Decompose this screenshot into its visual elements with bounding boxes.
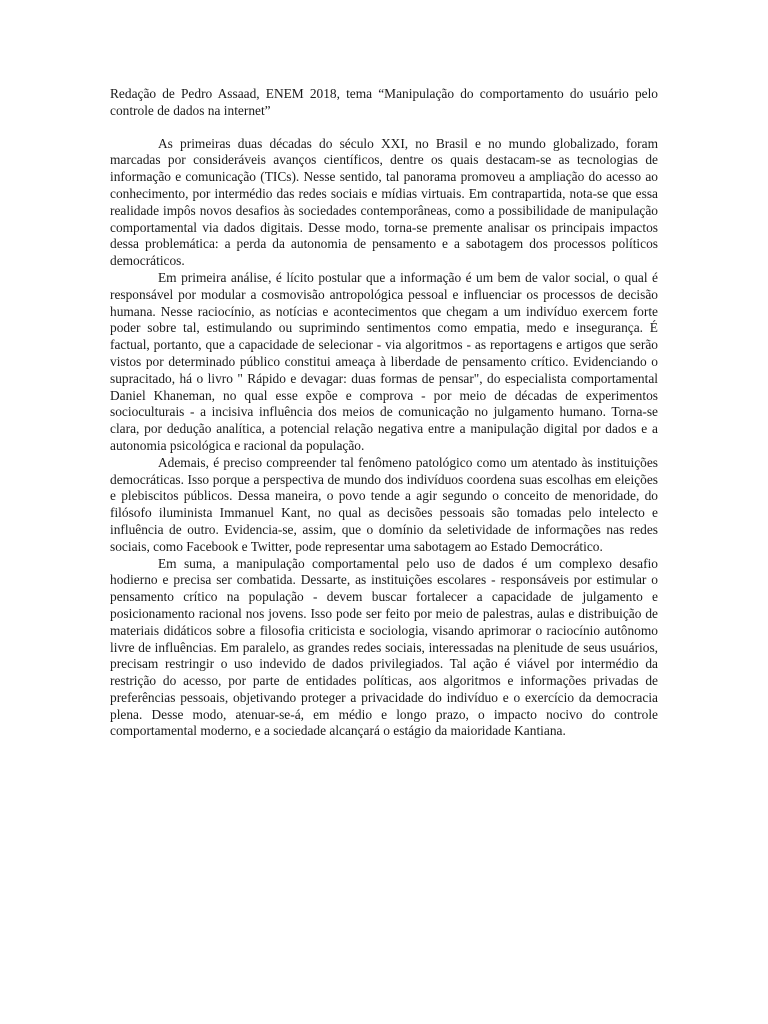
essay-title: Redação de Pedro Assaad, ENEM 2018, tema “Manipulação do comportamento do usuário pelo controle de dados na internet” xyxy=(110,86,658,118)
paragraph-conclusion: Em suma, a manipulação comportamental pelo uso de dados é um complexo desafio hodierno e precisa ser combatida. Dessarte, as instituições escolares - responsáveis por estimular o pensamento crítico na população - devem buscar fortalecer a capacidade de julgamento e posicionamento racional nos jovens. Isso pode ser feito por meio de palestras, aulas e distribuição de materiais didáticos sobre a filosofia criticista e sociologia, visando aprimorar o raciocínio autônomo livre de influências. Em paralelo, as grandes redes sociais, interessadas na plenitude de seus usuários, precisam restringir o uso indevido de dados privilegiados. Tal ação é viável por intermédio da restrição do acesso, por parte de entidades políticas, aos algoritmos e informações privadas de preferências pessoais, objetivando proteger a privacidade do indivíduo e o exercício da democracia plena. Desse modo, atenuar-se-á, em médio e longo prazo, o impacto nocivo do controle comportamental moderno, e a sociedade alcançará o estágio da maioridade Kantiana. xyxy=(110,555,658,739)
paragraph-introduction: As primeiras duas décadas do século XXI, no Brasil e no mundo globalizado, foram marcadas por consideráveis avanços científicos, dentre os quais destacam-se as tecnologias de informação e comunicação (TICs). Nesse sentido, tal panorama promoveu a ampliação do acesso ao conhecimento, por intermédio das redes sociais e mídias virtuais. Em contrapartida, nota-se que essa realidade impôs novos desafios às sociedades contemporâneas, como a possibilidade de manipulação comportamental via dados digitais. Desse modo, torna-se premente analisar os principais impactos dessa problemática: a perda da autonomia de pensamento e a sabotagem dos processos políticos democráticos. xyxy=(110,135,658,269)
paragraph-development-2: Ademais, é preciso compreender tal fenômeno patológico como um atentado às instituições democráticas. Isso porque a perspectiva de mundo dos indivíduos coordena suas escolhas em eleições e plebiscitos públicos. Dessa maneira, o povo tende a agir segundo o conceito de menoridade, do filósofo iluminista Immanuel Kant, no qual as decisões pessoais são tomadas pelo intelecto e influência de outro. Evidencia-se, assim, que o domínio da seletividade de informações nas redes sociais, como Facebook e Twitter, pode representar uma sabotagem ao Estado Democrático. xyxy=(110,454,658,554)
essay-text-block xyxy=(110,86,658,740)
paragraph-development-1: Em primeira análise, é lícito postular que a informação é um bem de valor social, o qual é responsável por modular a cosmovisão antropológica pessoal e influenciar os processos de decisão humana. Nesse raciocínio, as notícias e acontecimentos que chegam a um indivíduo exercem forte poder sobre tal, estimulando ou suprimindo sentimentos como empatia, medo e insegurança. É factual, portanto, que a capacidade de selecionar - via algoritmos - as reportagens e artigos que serão vistos por determinado público constitui ameaça à liberdade de pensamento crítico. Evidenciando o supracitado, há o livro " Rápido e devagar: duas formas de pensar", do especialista comportamental Daniel Khaneman, no qual esse expõe e comprova - por meio de décadas de experimentos socioculturais - a incisiva influência dos meios de comunicação no julgamento humano. Torna-se clara, por dedução analítica, a potencial relação negativa entre a manipulação digital por dados e a autonomia psicológica e racional da população. xyxy=(110,269,658,453)
